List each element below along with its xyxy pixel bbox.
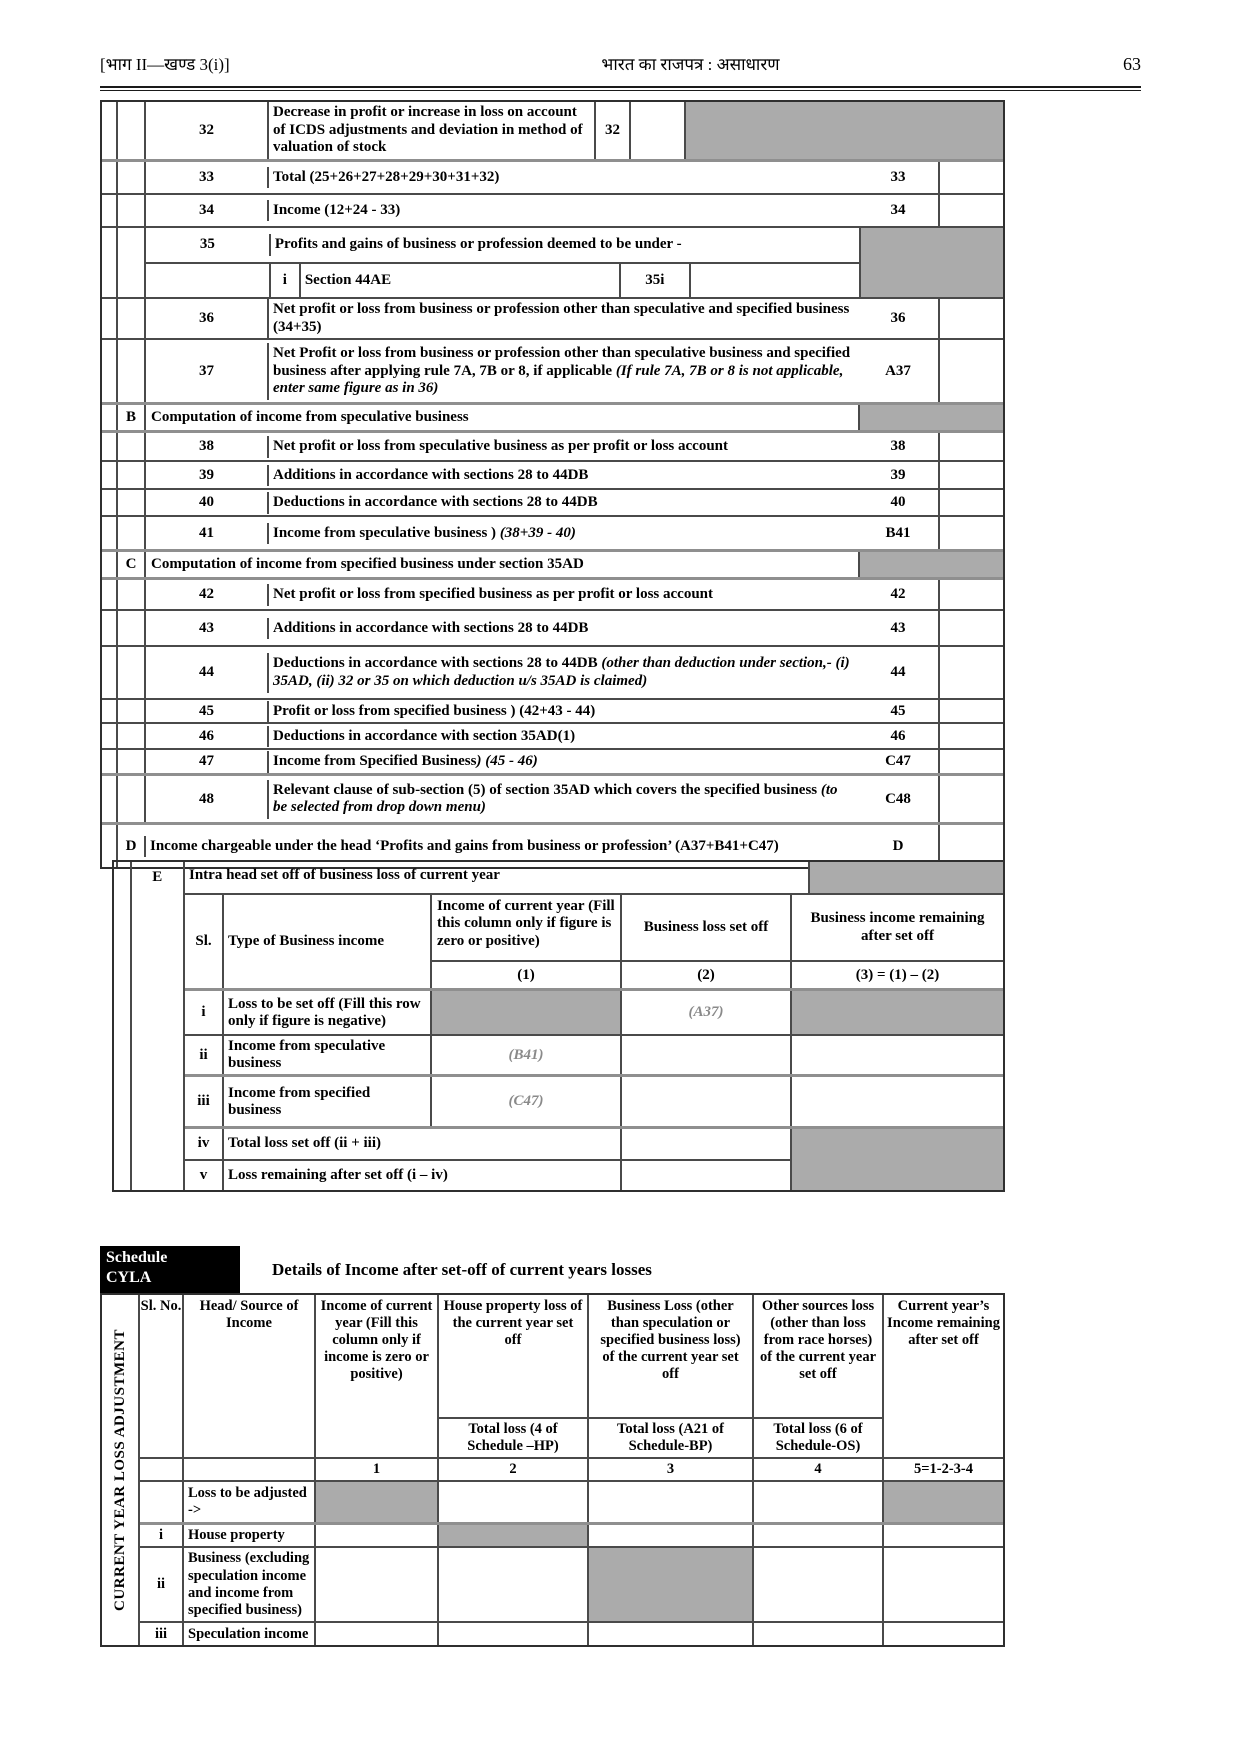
entry-cell-a37[interactable] xyxy=(938,340,1003,402)
e-title-row xyxy=(185,862,1003,893)
row-label: Income from speculative business xyxy=(222,1036,430,1074)
bp-row-33 xyxy=(102,159,1003,193)
page-header xyxy=(100,52,1141,75)
cyla-col-sl: Sl. No. xyxy=(140,1298,182,1314)
colnum-5: 5=1-2-3-4 xyxy=(882,1459,1003,1480)
blocked-cell xyxy=(430,991,620,1034)
entry-cell-43[interactable] xyxy=(938,611,1003,645)
cyla-subhead-bp: Total loss (A21 of Schedule-BP) xyxy=(589,1417,752,1457)
blocked-cell xyxy=(882,1482,1003,1522)
bp-row-41 xyxy=(102,515,1003,549)
bp-row-48 xyxy=(102,773,1003,822)
cyla-col-hp-loss: House property loss of the current year set off Total loss (4 of Schedule –HP) xyxy=(437,1295,587,1457)
row-label: Net Profit or loss from business or profession other than speculative business and specified business after applying rule 7A, 7B or 8, if applicable (If rule 7A, 7B or 8 is not applicable, enter same figure as in 36) xyxy=(267,343,858,400)
bp-row-35 xyxy=(146,228,859,262)
colnum-4: 4 xyxy=(752,1459,882,1480)
e-row-iv: iv Total loss set off (ii + iii) xyxy=(185,1129,790,1159)
row-label: Net profit or loss from speculative business as per profit or loss account xyxy=(267,436,858,458)
entry-cell-a37-setoff[interactable]: (A37) xyxy=(620,991,790,1034)
cyla-header xyxy=(100,1246,1005,1293)
entry-cell[interactable] xyxy=(620,1036,790,1074)
entry-cell-c47[interactable] xyxy=(938,750,1003,773)
row-label: Profit or loss from specified business ) (42+43 - 44) xyxy=(267,701,858,723)
e-col-income: Income of current year (Fill this column only if figure is zero or positive) (1) xyxy=(430,895,620,988)
page-number: 63 xyxy=(1123,54,1141,74)
row-label: Income from Specified Business) (45 - 46) xyxy=(267,751,858,773)
cyla-col-os-loss: Other sources loss (other than loss from race horses) of the current year set off Total loss (6 of Schedule-OS) xyxy=(752,1295,882,1457)
entry-cell-b41[interactable]: (B41) xyxy=(430,1036,620,1074)
e-row-i: i Loss to be set off (Fill this row only if figure is negative) (A37) xyxy=(185,988,1003,1034)
row-number: 35 xyxy=(199,236,215,253)
row-label: Net profit or loss from specified business as per profit or loss account xyxy=(267,584,858,606)
entry-cell[interactable] xyxy=(620,1077,790,1126)
entry-cell[interactable] xyxy=(790,1077,1003,1126)
colnum-3: 3 xyxy=(587,1459,752,1480)
bp-row-40 xyxy=(102,488,1003,515)
entry-cell[interactable] xyxy=(437,1623,587,1645)
schedule-cyla-box: Schedule CYLA xyxy=(100,1246,240,1293)
colnum-1: 1 xyxy=(314,1459,437,1480)
cyla-col-head: Head/ Source of Income xyxy=(182,1295,314,1457)
entry-cell-42[interactable] xyxy=(938,580,1003,609)
row-label: Income from specified business xyxy=(222,1077,430,1126)
row-code: 44 xyxy=(890,664,906,681)
bp-row-46 xyxy=(102,722,1003,748)
entry-cell-b41[interactable] xyxy=(938,517,1003,549)
row-number: 42 xyxy=(144,580,267,609)
row-note: (other than deduction under section,- (i) 35AD, (ii) 32 or 35 on which deduction u/s 35AD is claimed) xyxy=(273,655,850,689)
blocked-cell xyxy=(314,1482,437,1522)
cyla-col-remaining: Current year’s Income remaining after set off xyxy=(882,1295,1003,1457)
row-number: 39 xyxy=(144,462,267,488)
row-label: Income (12+24 - 33) xyxy=(267,200,858,222)
bp-row-45 xyxy=(102,698,1003,722)
row-code: 43 xyxy=(890,619,906,636)
row-code: C48 xyxy=(885,790,911,807)
bp-row-37 xyxy=(102,338,1003,402)
entry-cell[interactable] xyxy=(790,1036,1003,1074)
bp-row-47 xyxy=(102,748,1003,773)
row-label: Total loss set off (ii + iii) xyxy=(222,1129,620,1159)
blocked-cell-b xyxy=(858,405,1003,430)
e-col-loss-setoff: Business loss set off (2) xyxy=(620,895,790,988)
row-number: 47 xyxy=(144,750,267,773)
entry-cell-44[interactable] xyxy=(938,647,1003,698)
row-number: 43 xyxy=(144,611,267,645)
e-colnum-3: (3) = (1) – (2) xyxy=(792,960,1003,988)
row-number: 38 xyxy=(144,433,267,460)
e-title: Intra head set off of business loss of current year xyxy=(189,867,500,883)
row-code: 32 xyxy=(594,102,629,159)
e-rows-iv-v xyxy=(185,1126,1003,1190)
row-number: 32 xyxy=(144,102,267,159)
row-label: Income from speculative business ) (38+39 - 40) xyxy=(267,523,858,545)
row-label: Business (excluding speculation income and income from specified business) xyxy=(182,1548,314,1621)
bp-row-44 xyxy=(102,645,1003,698)
row-code: A37 xyxy=(885,362,911,379)
row-number: 36 xyxy=(144,299,267,338)
row-note: (38+39 - 40) xyxy=(499,524,576,541)
row-label: Deductions in accordance with sections 28 to 44DB (other than deduction under section,- (i) 35AD, (ii) 32 or 35 on which deduction u/s 35AD is claimed) xyxy=(267,653,858,692)
cyla-col-business-loss: Business Loss (other than speculation or specified business loss) of the current year set off Total loss (A21 of Schedule-BP) xyxy=(587,1295,752,1457)
entry-cell-total-loss[interactable] xyxy=(620,1129,790,1159)
entry-cell[interactable] xyxy=(882,1548,1003,1621)
entry-cell-35i[interactable] xyxy=(689,264,859,298)
row-number: 33 xyxy=(144,162,267,193)
row-label: Speculation income xyxy=(182,1623,314,1645)
gazette-title: भारत का राजपत्र : असाधारण xyxy=(601,55,780,74)
row-label: House property xyxy=(182,1525,314,1546)
entry-cell-40[interactable] xyxy=(938,490,1003,515)
entry-cell[interactable] xyxy=(314,1525,437,1546)
row-label: Loss to be adjusted -> xyxy=(182,1482,314,1522)
entry-cell[interactable] xyxy=(882,1525,1003,1546)
bp-row-43 xyxy=(102,609,1003,645)
row-number: 37 xyxy=(144,340,267,402)
intra-head-setoff-table xyxy=(112,860,1005,1192)
e-row-ii: ii Income from speculative business (B41) xyxy=(185,1034,1003,1074)
e-colnum-2: (2) xyxy=(622,960,790,988)
entry-cell[interactable] xyxy=(437,1482,587,1522)
row-label: Additions in accordance with sections 28 to 44DB xyxy=(267,465,858,487)
bp-row-42 xyxy=(102,577,1003,609)
row-note: ) (45 - 46) xyxy=(476,753,538,770)
row-number: 46 xyxy=(144,724,267,748)
row-label: Loss to be set off (Fill this row only if figure is negative) xyxy=(222,991,430,1034)
blocked-cell xyxy=(790,1129,1003,1190)
section-letter: D xyxy=(116,825,144,867)
entry-cell-c47[interactable]: (C47) xyxy=(430,1077,620,1126)
bp-section-c xyxy=(102,549,1003,577)
entry-cell[interactable] xyxy=(882,1623,1003,1645)
entry-cell[interactable] xyxy=(314,1623,437,1645)
row-code: 35i xyxy=(619,264,689,298)
e-col-type: Type of Business income xyxy=(222,895,430,988)
cyla-col-income: Income of current year (Fill this column only if income is zero or positive) xyxy=(314,1295,437,1457)
blocked-cell-e xyxy=(808,862,1003,893)
entry-cell-34[interactable] xyxy=(938,195,1003,226)
entry-cell-46[interactable] xyxy=(938,724,1003,748)
row-note: (If rule 7A, 7B or 8 is not applicable, enter same figure as in 36) xyxy=(273,362,844,397)
entry-cell-32[interactable] xyxy=(629,102,684,159)
entry-cell[interactable] xyxy=(587,1525,752,1546)
row-code: 39 xyxy=(890,466,906,483)
row-code: D xyxy=(892,837,904,854)
row-code: B41 xyxy=(885,524,911,541)
entry-cell[interactable] xyxy=(752,1525,882,1546)
e-colnum-1: (1) xyxy=(432,960,620,988)
gazette-part-label: [भाग II—खण्ड 3(i)] xyxy=(100,55,230,74)
entry-cell-loss-remaining[interactable] xyxy=(620,1161,790,1191)
bp-row-35-group xyxy=(102,226,1003,297)
blocked-cell-35 xyxy=(859,228,1003,297)
colnum-2: 2 xyxy=(437,1459,587,1480)
bp-row-35i xyxy=(146,262,859,298)
entry-cell-36[interactable] xyxy=(938,299,1003,338)
bp-row-38 xyxy=(102,430,1003,460)
cyla-subhead-os: Total loss (6 of Schedule-OS) xyxy=(754,1417,882,1457)
cyla-row-ii: ii Business (excluding speculation income and income from specified business) xyxy=(140,1546,1003,1621)
row-label: Profits and gains of business or profession deemed to be under - xyxy=(269,234,859,256)
cyla-row-iii: iii Speculation income xyxy=(140,1621,1003,1645)
e-row-v: v Loss remaining after set off (i – iv) xyxy=(185,1159,790,1191)
blocked-cell-c xyxy=(858,552,1003,577)
bp-section-b xyxy=(102,402,1003,430)
row-number: 40 xyxy=(144,490,267,515)
header-rule xyxy=(100,86,1141,91)
e-row-iii: iii Income from specified business (C47) xyxy=(185,1074,1003,1126)
entry-cell[interactable] xyxy=(752,1482,882,1522)
blocked-cell-32 xyxy=(684,102,1003,159)
bp-row-36 xyxy=(102,297,1003,338)
entry-cell-33[interactable] xyxy=(938,162,1003,193)
row-number: 48 xyxy=(144,776,267,822)
row-code: 40 xyxy=(890,494,906,511)
blocked-cell xyxy=(437,1525,587,1546)
cyla-header-row xyxy=(140,1295,1003,1457)
row-note: (to be selected from drop down menu) xyxy=(273,781,838,816)
cyla-subhead-hp: Total loss (4 of Schedule –HP) xyxy=(439,1417,587,1457)
row-code: 36 xyxy=(890,310,906,327)
row-label: Deductions in accordance with section 35AD(1) xyxy=(267,726,858,748)
cyla-row-adjust xyxy=(140,1480,1003,1522)
row-code: 46 xyxy=(890,727,906,744)
sub-letter: i xyxy=(269,264,299,298)
entry-cell[interactable] xyxy=(587,1482,752,1522)
row-label: Total (25+26+27+28+29+30+31+32) xyxy=(267,167,858,189)
section-letter: B xyxy=(116,405,144,430)
e-col-sl: Sl. xyxy=(195,933,212,949)
entry-cell-c48[interactable] xyxy=(938,776,1003,822)
row-number: 34 xyxy=(144,195,267,226)
row-number: 44 xyxy=(144,647,267,698)
entry-cell[interactable] xyxy=(752,1623,882,1645)
cyla-side-label: CURRENT YEAR LOSS ADJUSTMENT xyxy=(102,1295,140,1645)
entry-cell-38[interactable] xyxy=(938,433,1003,460)
row-code: 45 xyxy=(890,702,906,719)
entry-cell-39[interactable] xyxy=(938,462,1003,488)
e-col-remaining: Business income remaining after set off (3) = (1) – (2) xyxy=(790,895,1003,988)
entry-cell[interactable] xyxy=(587,1623,752,1645)
row-code: 34 xyxy=(890,202,906,219)
row-code: 33 xyxy=(890,169,906,186)
row-label: Net profit or loss from business or profession other than speculative and specified business (34+35) xyxy=(267,299,858,338)
section-title: Computation of income from specified business under section 35AD xyxy=(144,552,858,577)
entry-cell[interactable] xyxy=(752,1548,882,1621)
row-code: 42 xyxy=(890,586,906,603)
cyla-numbers-row xyxy=(140,1457,1003,1480)
blocked-cell xyxy=(587,1548,752,1621)
row-code: 38 xyxy=(890,438,906,455)
bp-row-39 xyxy=(102,460,1003,488)
row-label: Income chargeable under the head ‘Profits and gains from business or profession’ (A37+B41+C47) xyxy=(144,836,858,858)
row-code: C47 xyxy=(885,753,911,770)
section-title: Computation of income from speculative business xyxy=(144,405,858,430)
bp-row-34 xyxy=(102,193,1003,226)
e-header-row xyxy=(185,893,1003,988)
cyla-title: Details of Income after set-off of current years losses xyxy=(272,1259,652,1279)
row-label: Deductions in accordance with sections 28 to 44DB xyxy=(267,492,858,514)
entry-cell[interactable] xyxy=(437,1548,587,1621)
bp-row-32 xyxy=(102,102,1003,159)
blocked-cell xyxy=(790,991,1003,1034)
schedule-bp-table xyxy=(100,100,1005,869)
row-label: Decrease in profit or increase in loss on account of ICDS adjustments and deviation in method of valuation of stock xyxy=(267,102,594,159)
row-label: Relevant clause of sub-section (5) of section 35AD which covers the specified business (to be selected from drop down menu) xyxy=(267,780,858,819)
entry-cell[interactable] xyxy=(314,1548,437,1621)
row-label: Loss remaining after set off (i – iv) xyxy=(222,1161,620,1191)
row-label: Section 44AE xyxy=(299,264,619,298)
row-label: Additions in accordance with sections 28 to 44DB xyxy=(267,618,858,640)
row-number: 45 xyxy=(144,700,267,722)
cyla-table xyxy=(100,1293,1005,1647)
section-letter-e: E xyxy=(132,862,185,1190)
section-letter: C xyxy=(116,552,144,577)
row-number: 41 xyxy=(144,517,267,549)
cyla-row-i: i House property xyxy=(140,1522,1003,1546)
entry-cell-45[interactable] xyxy=(938,700,1003,722)
